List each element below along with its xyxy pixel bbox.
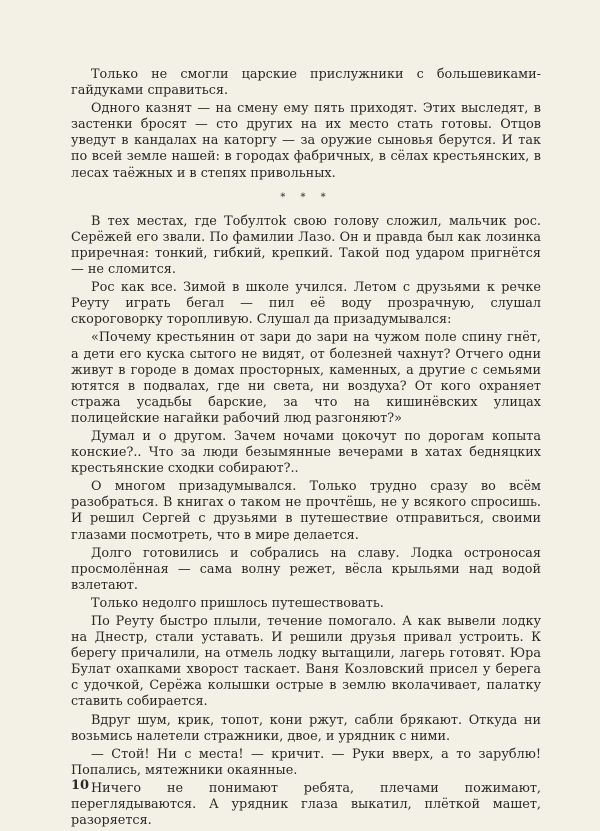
page-body: [71, 67, 541, 831]
paragraph: — Стой! Ни с места! — кричит. — Руки вверх, а то зарублю! Попались, мятежники окаянные.: [71, 746, 541, 778]
paragraph: Рос как все. Зимой в школе учился. Летом с друзьями к речке Реуту играть бегал — пил её воду прозрачную, слушал скороговорку торопливую. Слушал да призадумывался:: [71, 280, 541, 328]
paragraph: По Реуту быстро плыли, течение помогало. А как вывели лодку на Днестр, стали уставать. И решили друзья привал устроить. К берегу причалили, на отмель лодку вытащили, лагерь готовят. Юра Булат охапками хворост таскает. Ваня Козловский присел у берега с удочкой, Серёжа колышки острые в землю вколачивает, палатку ставить собирается.: [71, 614, 541, 710]
section-separator: * * *: [280, 191, 332, 203]
paragraph: Думал и о другом. Зачем ночами цокочут по дорогам копыта конские?.. Что за люди безымянные вечерами в хатах бедняцких крестьянские сходки собирают?..: [71, 428, 541, 477]
paragraph: В тех местах, где Тобултоk свою голову сложил, мальчик рос. Серёжей его звали. По фамилии Лазо. Он и правда был как лозинка приречная: тонкий, гибкий, крепкий. Такой под ударом пригнётся — не сломится.: [71, 213, 541, 278]
paragraph: Вдруг шум, крик, топот, кони ржут, сабли брякают. Откуда ни возьмись налетели стражники, двое, и урядник с ними.: [71, 712, 541, 744]
paragraph: Только не смогли царские прислужники с большевиками-гайдуками справиться.: [71, 67, 541, 99]
paragraph: Только недолго пришлось путешествовать.: [91, 595, 384, 611]
paragraph: Одного казнят — на смену ему пять приходят. Этих выследят, в застенки бросят — сто других на их место стать готовы. Отцов уведут в кандалах на каторгу — за оружие сыновья берутся. И так по всей земле нашей: в городах фабричных, в сёлах крестьянских, в лесах таёжных и в степях привольных.: [71, 101, 541, 181]
paragraph: Долго готовились и собрались на славу. Лодка остроносая просмолённая — сама волну режет, вёсла крыльями над водой взлетают.: [71, 545, 541, 593]
paragraph: О многом призадумывался. Только трудно сразу во всём разобраться. В книгах о таком не прочтёшь, не у всякого спросишь. И решил Сергей с друзьями в путешествие отправиться, своими глазами посмотреть, что в мире делается.: [71, 479, 541, 543]
page-number: 10: [71, 778, 90, 793]
paragraph: «Почему крестьянин от зари до зари на чужом поле спину гнёт, а дети его куска сытого не видят, от болезней чахнут? Отчего одни живут в городе в домах просторных, каменных, а другие с семьями ютятся в подвалах, где ни света, ни воздуха? От кого охраняет стража усадьбы барские, за что на кишинёвских улицах полицейские нагайки рабочий люд разгоняют?»: [71, 330, 541, 426]
paragraph: Ничего не понимают ребята, плечами пожимают, переглядываются. А урядник глаза выкатил, плёткой машет, разоряется.: [71, 780, 541, 829]
